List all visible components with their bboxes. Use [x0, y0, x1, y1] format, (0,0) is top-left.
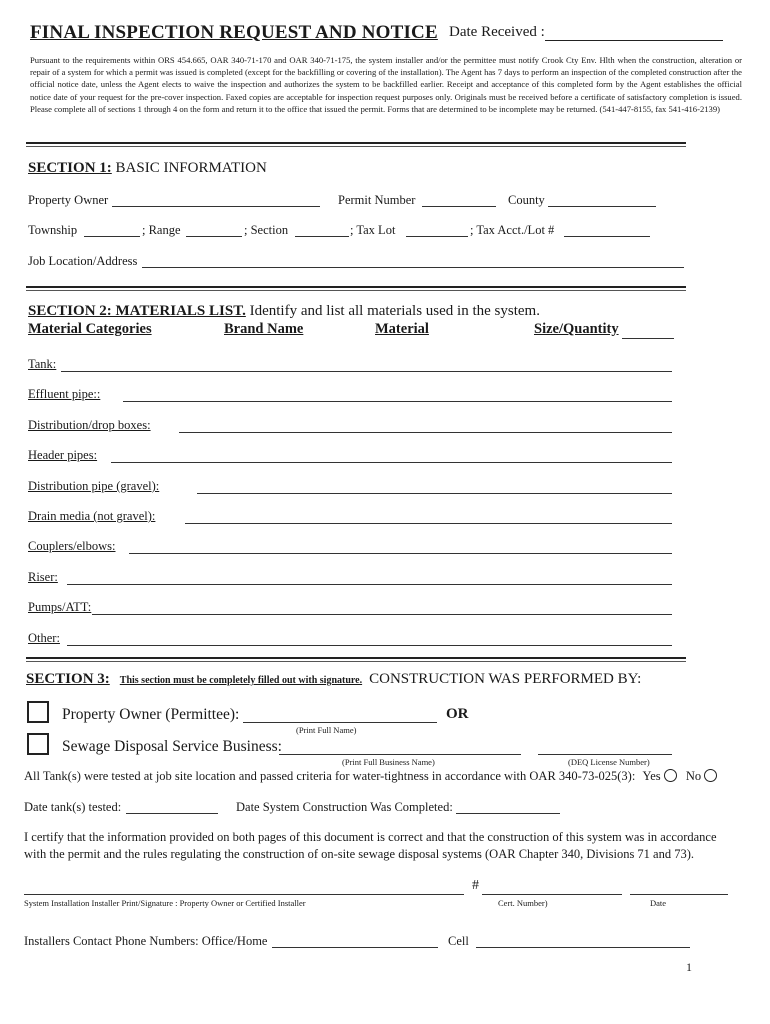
date-hint: Date	[650, 898, 667, 908]
no-label: No	[685, 769, 702, 783]
installer-signature-field[interactable]	[24, 894, 464, 895]
print-business-name-hint: (Print Full Business Name)	[342, 757, 435, 767]
date-completed-field[interactable]	[456, 813, 560, 814]
hash-symbol: #	[472, 878, 479, 893]
material-category-label: Drain media (not gravel):	[28, 509, 156, 523]
range-label: ; Range	[142, 223, 181, 237]
material-entry-field[interactable]	[92, 614, 672, 615]
section2-heading: SECTION 2: MATERIALS LIST. Identify and list all materials used in the system.	[28, 303, 540, 319]
cert-number-hint: Cert. Number)	[498, 898, 548, 908]
tax-acct-field[interactable]	[564, 236, 650, 237]
col-material: Material	[375, 321, 429, 337]
property-owner-field[interactable]	[112, 206, 320, 207]
date-completed-label: Date System Construction Was Completed:	[236, 800, 453, 814]
deq-license-field[interactable]	[538, 754, 672, 755]
material-entry-field[interactable]	[111, 462, 672, 463]
material-category-label: Pumps/ATT:	[28, 600, 92, 614]
yes-label: Yes	[642, 769, 661, 783]
material-entry-field[interactable]	[197, 493, 672, 494]
section-label: ; Section	[244, 223, 289, 237]
county-field[interactable]	[548, 206, 656, 207]
material-category-label: Tank:	[28, 357, 57, 371]
material-category-label: Distribution pipe (gravel):	[28, 479, 160, 493]
date-received-label: Date Received :	[449, 24, 545, 40]
tax-acct-label: ; Tax Acct./Lot #	[470, 223, 555, 237]
material-entry-field[interactable]	[179, 432, 672, 433]
col-material-categories: Material Categories	[28, 321, 152, 337]
yes-radio[interactable]	[664, 769, 677, 782]
date-tested-label: Date tank(s) tested:	[24, 800, 122, 814]
material-entry-field[interactable]	[129, 553, 672, 554]
business-name-field[interactable]	[279, 754, 521, 755]
header-underline	[622, 338, 674, 339]
material-entry-field[interactable]	[185, 523, 672, 524]
divider	[26, 146, 686, 147]
permit-number-label: Permit Number	[338, 193, 416, 207]
cell-phone-field[interactable]	[476, 947, 690, 948]
permit-number-field[interactable]	[422, 206, 496, 207]
intro-paragraph: Pursuant to the requirements within ORS 454.665, OAR 340-71-170 and OAR 340-71-175, the system installer and/or the permittee must notify Crook Cty Env. Hlth when the construction, alteration or repair of a system for which a permit was issued is completed (except for the backfilling or covering of the installation). The Agent has 7 days to perform an inspection of the completed construction after the official notice date, unless the Agent elects to waive the inspection and authorizes the system to be backfilled earlier. Receipt and acceptance of this completed form by the Agent establishes the official notice date of your request for the pre-cover inspection. Faxed copies are acceptable for inspection request purposes only. Originals must be received before a certificate of satisfactory completion is issued. Please complete all of sections 1 through 4 on the form and return it to the office that issued the permit. Forms that are determined to be incomplete may be returned. (541-447-8155, fax 541-416-2139)	[30, 55, 742, 114]
material-category-label: Header pipes:	[28, 448, 98, 462]
material-entry-field[interactable]	[61, 371, 672, 372]
material-entry-field[interactable]	[67, 645, 672, 646]
material-category-label: Distribution/drop boxes:	[28, 418, 151, 432]
cert-number-field[interactable]	[482, 894, 622, 895]
page-number: 1	[686, 960, 692, 974]
certify-text-2: with the permit and the rules regulating the construction of on-site sewage disposal systems (OAR Chapter 340, Divisions 71 and 73).	[24, 847, 695, 861]
job-location-field[interactable]	[142, 267, 684, 268]
section1-heading: SECTION 1: BASIC INFORMATION	[28, 160, 267, 176]
job-location-label: Job Location/Address	[28, 254, 138, 268]
signature-hint: System Installation Installer Print/Signature : Property Owner or Certified Installer	[24, 898, 306, 908]
deq-license-hint: (DEQ License Number)	[568, 757, 650, 767]
signature-date-field[interactable]	[630, 894, 728, 895]
cell-label: Cell	[448, 934, 469, 948]
no-radio[interactable]	[704, 769, 717, 782]
material-entry-field[interactable]	[123, 401, 672, 402]
divider	[26, 286, 686, 288]
date-received-field[interactable]	[545, 40, 723, 41]
tax-lot-label: ; Tax Lot	[350, 223, 396, 237]
material-category-label: Couplers/elbows:	[28, 539, 116, 553]
business-checkbox[interactable]	[27, 733, 49, 755]
tank-test-row: All Tank(s) were tested at job site location and passed criteria for water-tightness in accordance with OAR 340-73-025(3): Yes No	[24, 769, 717, 784]
date-tested-field[interactable]	[126, 813, 218, 814]
range-field[interactable]	[186, 236, 242, 237]
print-full-name-hint: (Print Full Name)	[296, 725, 357, 735]
office-phone-field[interactable]	[272, 947, 438, 948]
tax-lot-field[interactable]	[406, 236, 468, 237]
township-label: Township	[28, 223, 78, 237]
col-size-quantity: Size/Quantity	[534, 321, 619, 337]
business-option-label: Sewage Disposal Service Business:	[62, 738, 282, 755]
col-brand-name: Brand Name	[224, 321, 304, 337]
owner-checkbox[interactable]	[27, 701, 49, 723]
owner-name-field[interactable]	[243, 722, 437, 723]
owner-option-label: Property Owner (Permittee):	[62, 706, 240, 723]
township-field[interactable]	[84, 236, 140, 237]
material-category-label: Effluent pipe::	[28, 387, 101, 401]
divider	[26, 142, 686, 144]
county-label: County	[508, 193, 545, 207]
or-label: OR	[446, 706, 469, 722]
divider	[26, 657, 686, 659]
form-title: FINAL INSPECTION REQUEST AND NOTICE	[30, 22, 438, 43]
section3-heading: SECTION 3: This section must be completely filled out with signature. CONSTRUCTION WAS PERFORMED BY:	[26, 671, 642, 687]
certify-text-1: I certify that the information provided on both pages of this document is correct and that the construction of this system was in accordance	[24, 830, 717, 844]
material-category-label: Riser:	[28, 570, 58, 584]
property-owner-label: Property Owner	[28, 193, 109, 207]
material-entry-field[interactable]	[67, 584, 672, 585]
phone-label: Installers Contact Phone Numbers: Office/Home	[24, 934, 268, 948]
material-category-label: Other:	[28, 631, 60, 645]
divider	[26, 290, 686, 291]
section-field[interactable]	[295, 236, 349, 237]
divider	[26, 661, 686, 662]
